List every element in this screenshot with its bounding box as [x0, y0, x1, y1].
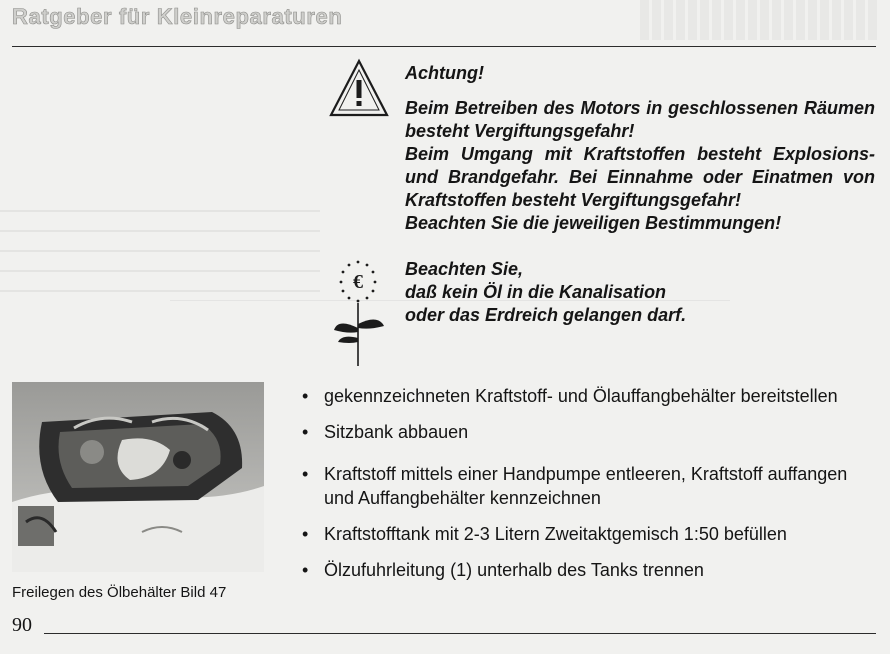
step-text: Sitzbank abbauen	[324, 422, 469, 442]
scooter-oil-tank-photo	[12, 382, 264, 572]
eu-ecolabel-flower-icon	[326, 256, 390, 368]
step-item	[302, 462, 862, 510]
step-text: Kraftstoff mittels einer Handpumpe entleeren, Kraftstoff auffangen und Auffangbehälter kennzeichnen	[324, 464, 848, 508]
step-item	[302, 420, 862, 444]
step-item	[302, 558, 862, 582]
step-text: Kraftstofftank mit 2-3 Litern Zweitaktgemisch 1:50 befüllen	[324, 524, 787, 544]
step-text: Ölzufuhrleitung (1) unterhalb des Tanks trennen	[324, 560, 704, 580]
environment-line: oder das Erdreich gelangen darf.	[405, 305, 687, 325]
figure-caption: Freilegen des Ölbehälter Bild 47	[12, 584, 227, 601]
environment-line: Beachten Sie,	[405, 259, 524, 279]
step-text: gekennzeichneten Kraftstoff- und Ölauffangbehälter bereitstellen	[324, 386, 838, 406]
warning-line: Beim Umgang mit Kraftstoffen besteht Explosions- und Brandgefahr. Bei Einnahme oder Einatmen von Kraftstoffen besteht Vergiftungsgefahr!	[405, 144, 875, 210]
instruction-steps	[302, 384, 862, 582]
svg-text:€: €	[353, 271, 363, 293]
page-header-title: Ratgeber für Kleinreparaturen	[12, 4, 343, 29]
warning-heading: Achtung!	[405, 63, 484, 83]
page-number: 90	[12, 614, 32, 636]
environment-line: daß kein Öl in die Kanalisation	[405, 282, 667, 302]
step-item	[302, 522, 862, 546]
warning-notice	[405, 62, 875, 235]
warning-triangle-icon	[328, 58, 390, 118]
environment-notice	[405, 258, 875, 327]
warning-line: Beim Betreiben des Motors in geschlossenen Räumen besteht Vergiftungsgefahr!	[405, 98, 875, 141]
warning-line: Beachten Sie die jeweiligen Bestimmungen!	[405, 213, 782, 233]
footer-divider	[44, 633, 876, 634]
step-item	[302, 384, 862, 408]
